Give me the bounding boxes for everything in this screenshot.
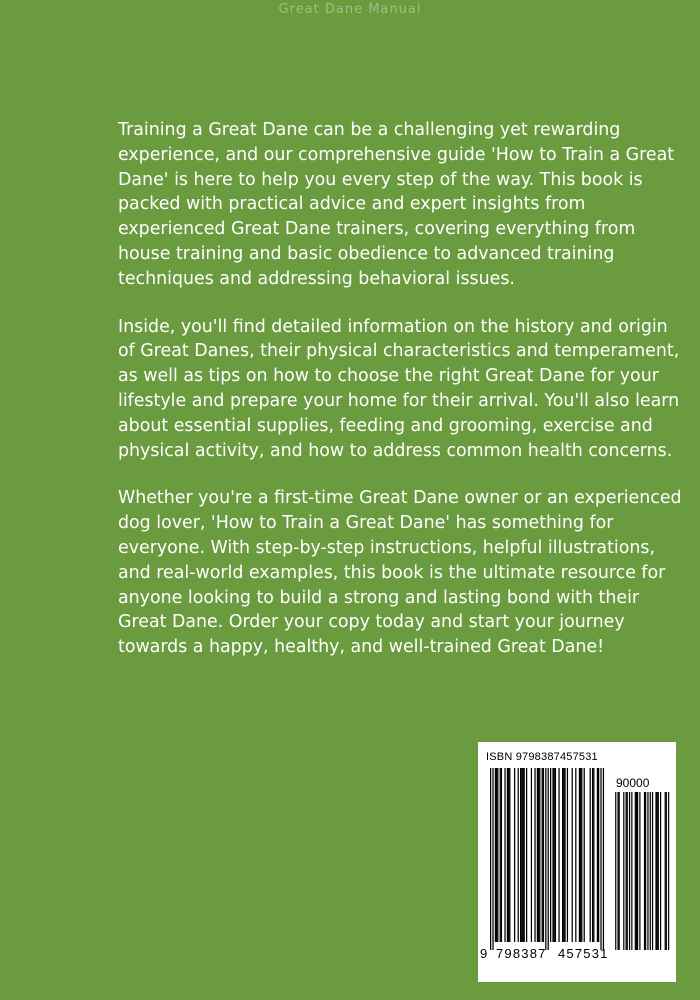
barcode-bar [563, 768, 564, 942]
barcode-supplement-bar [623, 792, 624, 950]
barcode-bar [504, 768, 505, 942]
barcode-supplement-bar [627, 792, 628, 950]
barcode-bar [572, 768, 573, 942]
barcode-bar [542, 768, 543, 942]
ean-first-digit: 9 [480, 946, 488, 961]
barcode-bar [562, 768, 563, 942]
barcode-supplement-bar [665, 792, 666, 950]
isbn-label: ISBN 9798387457531 [486, 751, 598, 763]
barcode-bar [581, 768, 582, 942]
barcode-guard-bar [600, 768, 601, 950]
barcode-bar [514, 768, 515, 942]
barcode-supplement-bar [626, 792, 627, 950]
barcode-bar [554, 768, 555, 942]
barcode-supplement-bar [647, 792, 648, 950]
barcode-supplement-bar [668, 792, 669, 950]
barcode-bar [496, 768, 497, 942]
barcode-supplement-bar [644, 792, 645, 950]
barcode-bar [497, 768, 498, 942]
barcode-supplement-bar [658, 792, 659, 950]
price-code: 90000 [616, 776, 650, 790]
barcode-supplement-bar [629, 792, 630, 950]
barcode-supplement-bar [636, 792, 637, 950]
barcode-supplement-bar [617, 792, 618, 950]
blurb-paragraph-2: Inside, you'll find detailed information on the history and origin of Great Danes, their physical characteristics and temperament, as well as tips on how to choose the right Great Dane for your lifestyle and prepare your home for their arrival. You'll also learn about essential supplies, feeding and grooming, exercise and physical activity, and how to address common health concerns. [118, 316, 680, 461]
barcode-bar [508, 768, 509, 942]
ean-left-group: 798387 [496, 946, 547, 961]
barcode-bar [590, 768, 591, 942]
blurb-paragraph-3: Whether you're a first-time Great Dane owner or an experienced dog lover, 'How to Train a Great Dane' has something for everyone. With step-by-step instructions, helpful illustrations, and real-world examples, this book is the ultimate resource for anyone looking to build a strong and lasting bond with their Great Dane. Order your copy today and start your journey towards a happy, healthy, and well-trained Great Dane! [118, 488, 682, 658]
barcode-bar [500, 768, 501, 942]
barcode-bar [593, 768, 594, 942]
barcode-bar [539, 768, 540, 942]
barcode-supplement-bar [637, 792, 638, 950]
barcode-bar [534, 768, 535, 942]
barcode-supplement-bar [639, 792, 640, 950]
barcode-bar [552, 768, 553, 942]
barcode-guard-bar [603, 768, 604, 950]
barcode-bar [598, 768, 599, 942]
barcode-guard-bar [490, 768, 491, 950]
barcode-bar [597, 768, 598, 942]
barcode-bar [518, 768, 519, 942]
barcode-bar [538, 768, 539, 942]
barcode-bar [520, 768, 521, 942]
barcode-bar [501, 768, 502, 942]
barcode-bar [579, 768, 580, 942]
barcode-bar [564, 768, 565, 942]
barcode-bar [543, 768, 544, 942]
barcode-supplement-bar [635, 792, 636, 950]
barcode-bar [575, 768, 576, 942]
barcode-bar [509, 768, 510, 942]
barcode-bar [584, 768, 585, 942]
barcode-supplement-bar [650, 792, 651, 950]
barcode-bar [524, 768, 525, 942]
barcode-supplement-bar [655, 792, 656, 950]
barcode-supplement-bar [645, 792, 646, 950]
barcode-bar [558, 768, 559, 942]
barcode-guard-bar [492, 768, 493, 950]
barcode-bar [507, 768, 508, 942]
barcode-guard-bar [545, 768, 546, 950]
barcode-bar [580, 768, 581, 942]
barcode-bar [555, 768, 556, 942]
barcode-bar [495, 768, 496, 942]
barcode-bar [521, 768, 522, 942]
barcode-bar [567, 768, 568, 942]
blurb-paragraph-1: Training a Great Dane can be a challenging yet rewarding experience, and our comprehensive guide 'How to Train a Great Dane' is here to help you every step of the way. This book is packed with practical advice and expert insights from experienced Great Dane trainers, covering everything from house training and basic obedience to advanced training techniques and addressing behavioral issues. [118, 120, 675, 289]
barcode-bar [522, 768, 523, 942]
watermark-text: Great Dane Manual [278, 2, 422, 17]
barcode-bar [550, 768, 551, 942]
barcode-guard-bar [548, 768, 549, 950]
barcode-supplement-bar [660, 792, 661, 950]
ean-right-group: 457531 [558, 946, 609, 961]
barcode-supplement-bar [652, 792, 653, 950]
barcode-supplement-bar [631, 792, 632, 950]
barcode-bar [537, 768, 538, 942]
barcode-bar [592, 768, 593, 942]
barcode-supplement-bar [657, 792, 658, 950]
barcode-bar [526, 768, 527, 942]
barcode-supplement-bar [615, 792, 616, 950]
barcode-bar [531, 768, 532, 942]
blurb-text [118, 118, 688, 683]
barcode-supplement-bar [619, 792, 620, 950]
barcode-box [478, 742, 676, 982]
barcode-supplement-bar [666, 792, 667, 950]
